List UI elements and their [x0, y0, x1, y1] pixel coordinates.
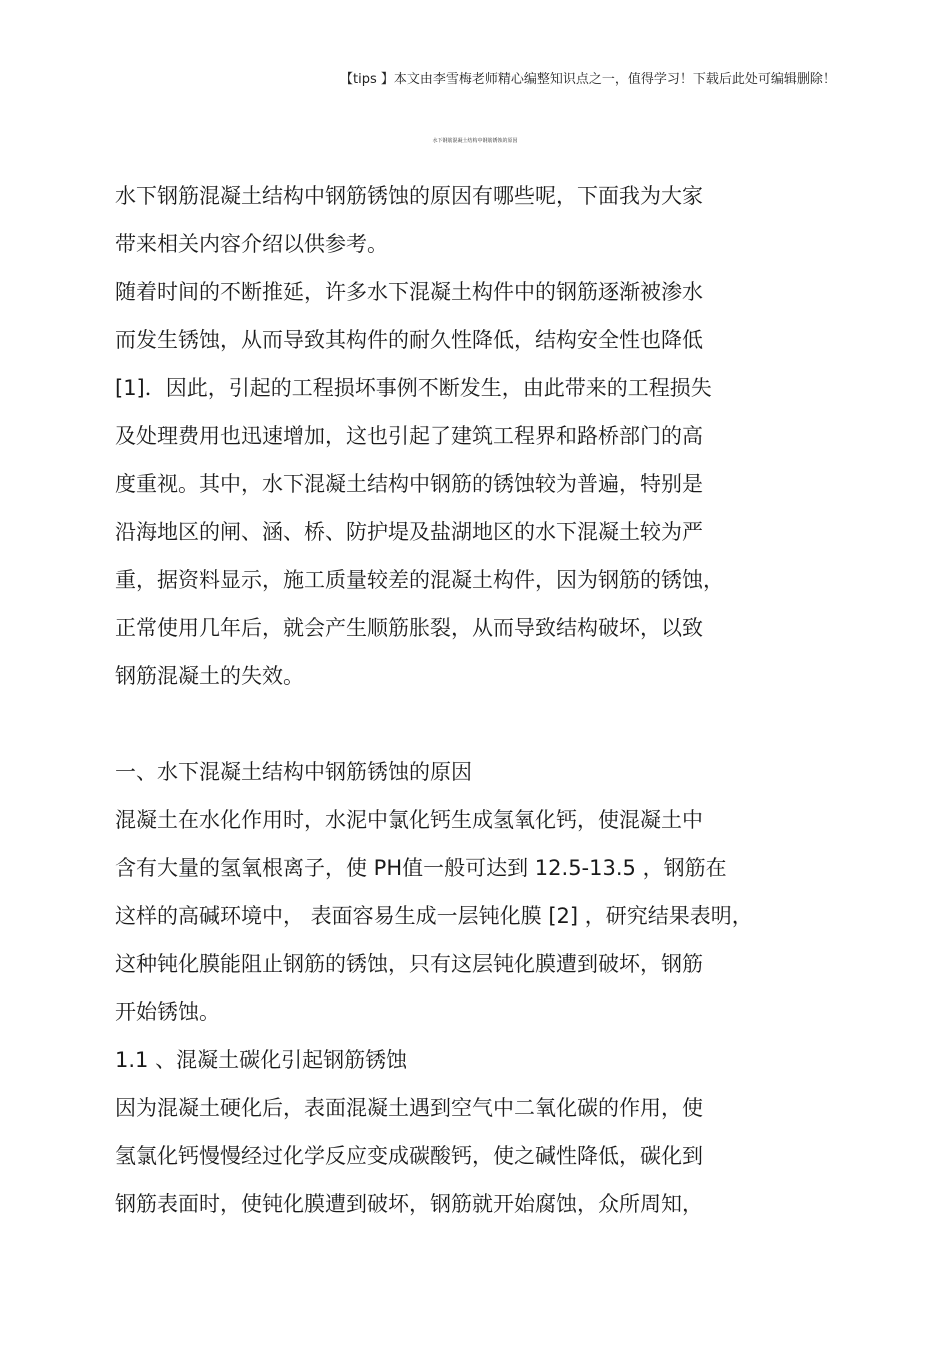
text-line: 氢氯化钙慢慢经过化学反应变成碳酸钙，使之碱性降低，碳化到 [115, 1144, 703, 1168]
text-line: 含有大量的氢氧根离子，使 PH值一般可达到 12.5-13.5 ，钢筋在 [115, 856, 727, 880]
text-line: 正常使用几年后，就会产生顺筋胀裂，从而导致结构破坏，以致 [115, 616, 703, 640]
text-line: 水下钢筋混凝土结构中钢筋锈蚀的原因有哪些呢，下面我为大家 [115, 184, 703, 208]
text-line: 随着时间的不断推延，许多水下混凝土构件中的钢筋逐渐被渗水 [115, 280, 703, 304]
text-line: 度重视。其中，水下混凝土结构中钢筋的锈蚀较为普遍，特别是 [115, 472, 703, 496]
page-title: 水下钢筋混凝土结构中钢筋锈蚀的原因 [432, 138, 518, 144]
section-heading: 一、水下混凝土结构中钢筋锈蚀的原因 [115, 760, 472, 784]
text-line: 而发生锈蚀，从而导致其构件的耐久性降低，结构安全性也降低 [115, 328, 703, 352]
text-line: [1]．因此，引起的工程损坏事例不断发生，由此带来的工程损失 [115, 376, 712, 400]
subsection-heading: 1.1 、混凝土碳化引起钢筋锈蚀 [115, 1048, 408, 1072]
text-line: 因为混凝土硬化后，表面混凝土遇到空气中二氧化碳的作用，使 [115, 1096, 703, 1120]
text-line: 混凝土在水化作用时，水泥中氯化钙生成氢氧化钙，使混凝土中 [115, 808, 703, 832]
text-line: 这样的高碱环境中， 表面容易生成一层钝化膜 [2] ，研究结果表明， [115, 904, 753, 928]
text-line: 带来相关内容介绍以供参考。 [115, 232, 388, 256]
text-line: 沿海地区的闸、涵、桥、防护堤及盐湖地区的水下混凝土较为严 [115, 520, 703, 544]
text-line: 及处理费用也迅速增加，这也引起了建筑工程界和路桥部门的高 [115, 424, 703, 448]
text-line: 钢筋混凝土的失效。 [115, 664, 304, 688]
text-line: 这种钝化膜能阻止钢筋的锈蚀，只有这层钝化膜遭到破坏，钢筋 [115, 952, 703, 976]
header-tip: 【tips 】本文由李雪梅老师精心编整知识点之一，值得学习！下载后此处可编辑删除！ [340, 72, 836, 87]
text-line: 钢筋表面时，使钝化膜遭到破坏，钢筋就开始腐蚀，众所周知， [115, 1192, 703, 1216]
text-line: 重，据资料显示，施工质量较差的混凝土构件，因为钢筋的锈蚀， [115, 568, 724, 592]
text-line: 开始锈蚀。 [115, 1000, 220, 1024]
